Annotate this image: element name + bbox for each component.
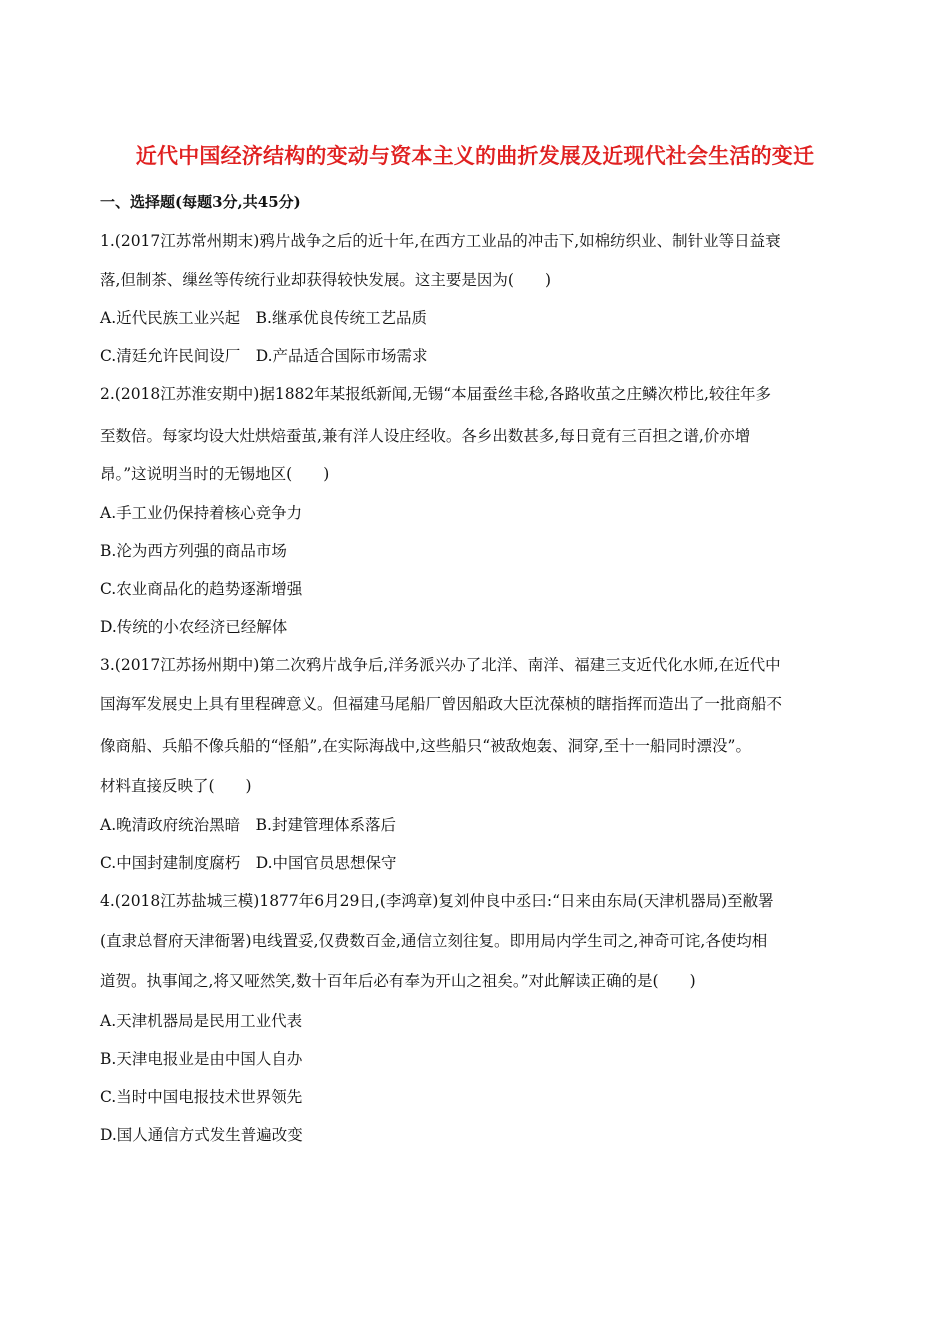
q4-option-a: A.天津机器局是民用工业代表 <box>100 1012 303 1030</box>
q2-option-a: A.手工业仍保持着核心竞争力 <box>100 504 303 522</box>
q1-options-cd: C.清廷允许民间设厂 D.产品适合国际市场需求 <box>100 347 428 365</box>
q3-options-ab: A.晚清政府统治黑暗 B.封建管理体系落后 <box>100 816 396 834</box>
q2-option-d: D.传统的小农经济已经解体 <box>100 618 288 636</box>
q3-stem-line-4: 材料直接反映了( ) <box>100 777 252 795</box>
q2-stem-line-1: 2.(2018江苏淮安期中)据1882年某报纸新闻,无锡“本届蚕丝丰稔,各路收茧之庄鳞次栉比,较往年多 <box>100 385 771 403</box>
q3-stem-line-3: 像商船、兵船不像兵船的“怪船”,在实际海战中,这些船只“被敌炮轰、洞穿,至十一船同时漂没”。 <box>100 737 751 755</box>
q1-stem-line-2: 落,但制茶、缫丝等传统行业却获得较快发展。这主要是因为( ) <box>100 271 552 289</box>
q4-option-c: C.当时中国电报技术世界领先 <box>100 1088 303 1106</box>
q2-option-c: C.农业商品化的趋势逐渐增强 <box>100 580 303 598</box>
q2-stem-line-3: 昂。”这说明当时的无锡地区( ) <box>100 465 330 483</box>
q3-options-cd: C.中国封建制度腐朽 D.中国官员思想保守 <box>100 854 397 872</box>
q2-stem-line-2: 至数倍。每家均设大灶烘焙蚕茧,兼有洋人设庄经收。各乡出数甚多,每日竟有三百担之谱,价亦增 <box>100 427 751 445</box>
document-title: 近代中国经济结构的变动与资本主义的曲折发展及近现代社会生活的变迁 <box>135 143 815 168</box>
q4-stem-line-2: (直隶总督府天津衙署)电线置妥,仅费数百金,通信立刻往复。即用局内学生司之,神奇可诧,各使均相 <box>100 932 768 950</box>
q1-options-ab: A.近代民族工业兴起 B.继承优良传统工艺品质 <box>100 309 427 327</box>
q3-stem-line-1: 3.(2017江苏扬州期中)第二次鸦片战争后,洋务派兴办了北洋、南洋、福建三支近代化水师,在近代中 <box>100 656 781 674</box>
q4-option-b: B.天津电报业是由中国人自办 <box>100 1050 303 1068</box>
q4-stem-line-3: 道贺。执事闻之,将又哑然笑,数十百年后必有奉为开山之祖矣。”对此解读正确的是( ) <box>100 972 696 990</box>
q2-option-b: B.沦为西方列强的商品市场 <box>100 542 287 560</box>
q1-stem-line-1: 1.(2017江苏常州期末)鸦片战争之后的近十年,在西方工业品的冲击下,如棉纺织业、制针业等日益衰 <box>100 232 781 250</box>
q4-stem-line-1: 4.(2018江苏盐城三模)1877年6月29日,(李鸿章)复刘仲良中丞曰:“日来由东局(天津机器局)至敝署 <box>100 892 774 910</box>
q4-option-d: D.国人通信方式发生普遍改变 <box>100 1126 303 1144</box>
section-heading: 一、选择题(每题3分,共45分) <box>100 193 301 211</box>
q3-stem-line-2: 国海军发展史上具有里程碑意义。但福建马尾船厂曾因船政大臣沈葆桢的瞎指挥而造出了一批商船不 <box>100 695 783 713</box>
